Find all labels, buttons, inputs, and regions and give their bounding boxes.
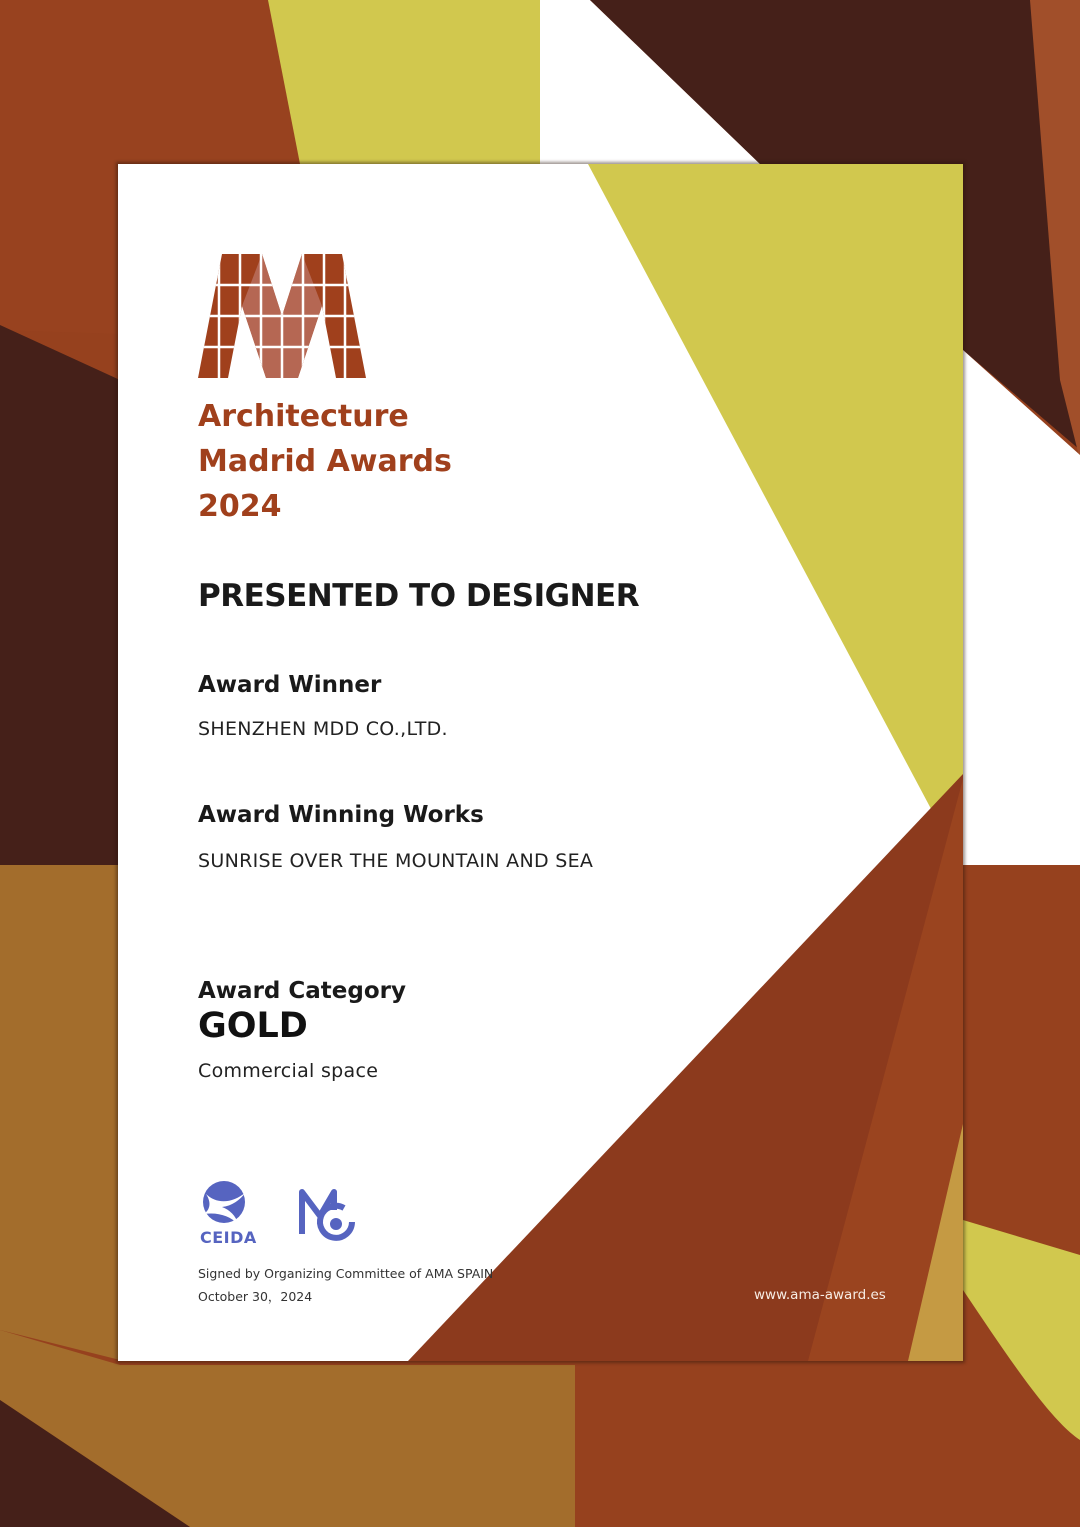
award-works-label: Award Winning Works bbox=[198, 802, 484, 828]
award-category-value: Commercial space bbox=[198, 1060, 379, 1082]
issue-date: October 30，2024 bbox=[198, 1289, 313, 1304]
organization-title-line-3: 2024 bbox=[198, 489, 282, 524]
website-link[interactable]: www.ama-award.es bbox=[754, 1287, 886, 1303]
organization-title-line-2: Madrid Awards bbox=[198, 444, 452, 479]
award-winner-value: SHENZHEN MDD CO.,LTD. bbox=[198, 718, 448, 740]
certificate-card bbox=[118, 164, 963, 1361]
ceida-label: CEIDA bbox=[200, 1228, 257, 1247]
award-winner-label: Award Winner bbox=[198, 672, 382, 698]
presented-heading: PRESENTED TO DESIGNER bbox=[198, 578, 640, 614]
mc-logo-icon bbox=[298, 1186, 358, 1244]
award-level: GOLD bbox=[198, 1006, 308, 1046]
signed-by-text: Signed by Organizing Committee of AMA SPAIN bbox=[198, 1266, 494, 1281]
award-category-label: Award Category bbox=[198, 978, 406, 1004]
ama-logo bbox=[198, 254, 370, 380]
award-works-value: SUNRISE OVER THE MOUNTAIN AND SEA bbox=[198, 850, 594, 872]
ceida-logo-icon bbox=[196, 1180, 252, 1228]
organization-title-line-1: Architecture bbox=[198, 399, 409, 434]
organization-title bbox=[198, 394, 452, 529]
